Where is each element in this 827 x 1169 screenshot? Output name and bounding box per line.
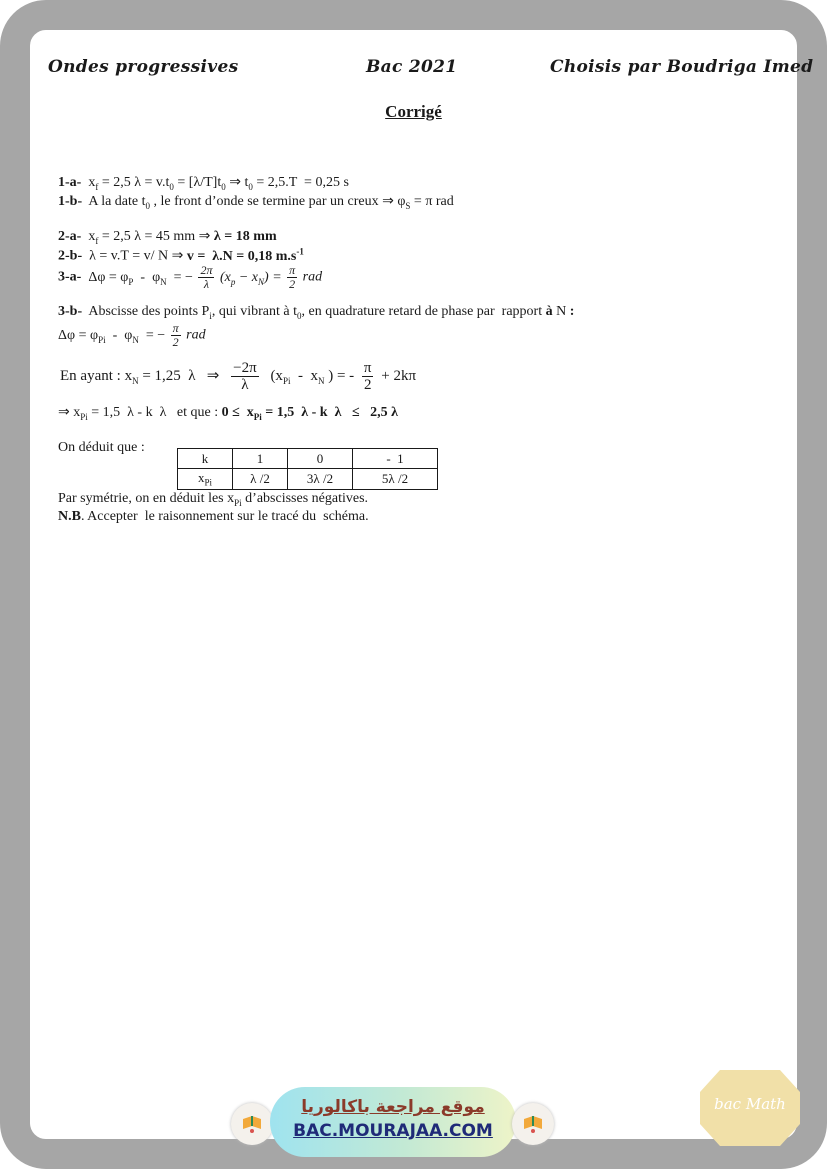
equation-lhs: En ayant : $x_N = 1,25$ λ ⇒	[60, 367, 220, 386]
nb-text: . Accepter le raisonnement sur le tracé du schéma.	[80, 509, 369, 524]
fraction-numerator: π	[172, 321, 179, 335]
fraction-numerator: 2π	[200, 263, 213, 277]
answer-text: λ = v.T = v/ N ⇒ v = λ.N = 0,18 $m.s^{-1}$	[89, 246, 304, 264]
equation-middle: $(x_p - x_N)$ =	[219, 269, 282, 287]
site-banner[interactable]	[270, 1087, 516, 1157]
answer-label: 2-a-	[58, 229, 82, 244]
fraction-denominator: 2	[363, 377, 372, 393]
header-exam: Bac 2021	[366, 57, 458, 77]
bacmath-logo-text: bac Math	[714, 1095, 786, 1113]
answer-3a	[58, 264, 322, 291]
equation-phase	[58, 322, 206, 349]
answer-label: 2-b-	[58, 248, 83, 264]
answer-label: 1-b-	[58, 194, 83, 209]
fraction-numerator: π	[363, 360, 372, 376]
header-author: Choisis par Boudriga Imed	[550, 57, 814, 77]
page-title: Corrigé	[385, 102, 442, 121]
site-name-arabic[interactable]: موقع مراجعة باكالوريا	[301, 1097, 485, 1117]
equation-end: + 2kπ	[381, 367, 417, 384]
equation-condition: ⇒ $x_{Pi} = 1,5$ λ - k λ et que : $0 \le x_{Pi} = 1,5$ λ - k λ ≤ 2,5 λ	[58, 405, 399, 422]
answer-1a	[58, 174, 349, 192]
fraction-denominator: λ	[203, 277, 210, 291]
unit: rad	[186, 327, 206, 343]
table-cell: 5λ /2	[353, 469, 438, 490]
answer-text: $x_f = 2,5$ $\lambda = v.t_0 = [\lambda/T]t_0$ ⇒ $t_0 = 2,5.T = 0,25$ s	[88, 175, 349, 192]
answer-label: 1-a-	[58, 175, 82, 190]
fraction-numerator: −2π	[233, 360, 257, 376]
nb-note	[58, 509, 369, 525]
fraction	[362, 360, 374, 393]
table-row	[178, 449, 438, 469]
equation-middle: ($x_{Pi} - x_N$ ) = -	[270, 367, 355, 386]
fraction-denominator: λ	[241, 377, 249, 393]
fraction-numerator: π	[289, 263, 296, 277]
book-icon	[240, 1111, 264, 1135]
answer-label: 3-b-	[58, 304, 83, 319]
table-cell: 3λ /2	[288, 469, 353, 490]
book-icon	[521, 1111, 545, 1135]
table-row	[178, 469, 438, 490]
table-cell: 1	[233, 449, 288, 469]
site-logo-left[interactable]	[231, 1103, 273, 1145]
answer-text: A la date $t_0$ , le front d’onde se termine par un creux ⇒ $\varphi_S = \pi$ rad	[88, 194, 454, 211]
answer-3b	[58, 304, 574, 321]
nb-label: N.B	[58, 509, 81, 524]
fraction	[231, 360, 259, 393]
answer-label: 3-a-	[58, 269, 82, 285]
equation-position	[60, 360, 416, 393]
fraction	[198, 264, 214, 291]
header-topic: Ondes progressives	[48, 57, 239, 77]
answer-2a	[58, 228, 277, 246]
answer-2b	[58, 246, 304, 265]
answer-1b	[58, 193, 454, 211]
fraction	[287, 264, 297, 291]
answer-text: $x_f = 2,5$ λ = 45 mm ⇒ λ = 18 mm	[88, 229, 277, 246]
table-cell: 0	[288, 449, 353, 469]
fraction	[171, 322, 181, 349]
k-values-table	[177, 448, 438, 490]
fraction-denominator: 2	[172, 335, 179, 349]
table-cell: - 1	[353, 449, 438, 469]
equation-lhs: $\Delta\varphi = \varphi_P - \varphi_N$ = −	[88, 269, 193, 287]
fraction-denominator: 2	[289, 277, 296, 291]
site-url-link[interactable]: BAC.MOURAJAA.COM	[293, 1121, 493, 1141]
unit: rad	[302, 269, 323, 285]
equation-lhs: $\Delta\varphi = \varphi_{Pi} - \varphi_N$ = −	[58, 327, 166, 345]
site-logo-right[interactable]	[512, 1103, 554, 1145]
answer-text: Abscisse des points $P_i$, qui vibrant à $t_0$, en quadrature retard de phase par rapport à N :	[88, 304, 575, 321]
symmetry-note: Par symétrie, on en déduit les $x_{Pi}$ d’abscisses négatives.	[58, 491, 369, 508]
table-cell: λ /2	[233, 469, 288, 490]
table-cell: $x_{Pi}$	[178, 469, 233, 490]
table-cell: k	[178, 449, 233, 469]
deduce-label: On déduit que :	[58, 440, 145, 455]
